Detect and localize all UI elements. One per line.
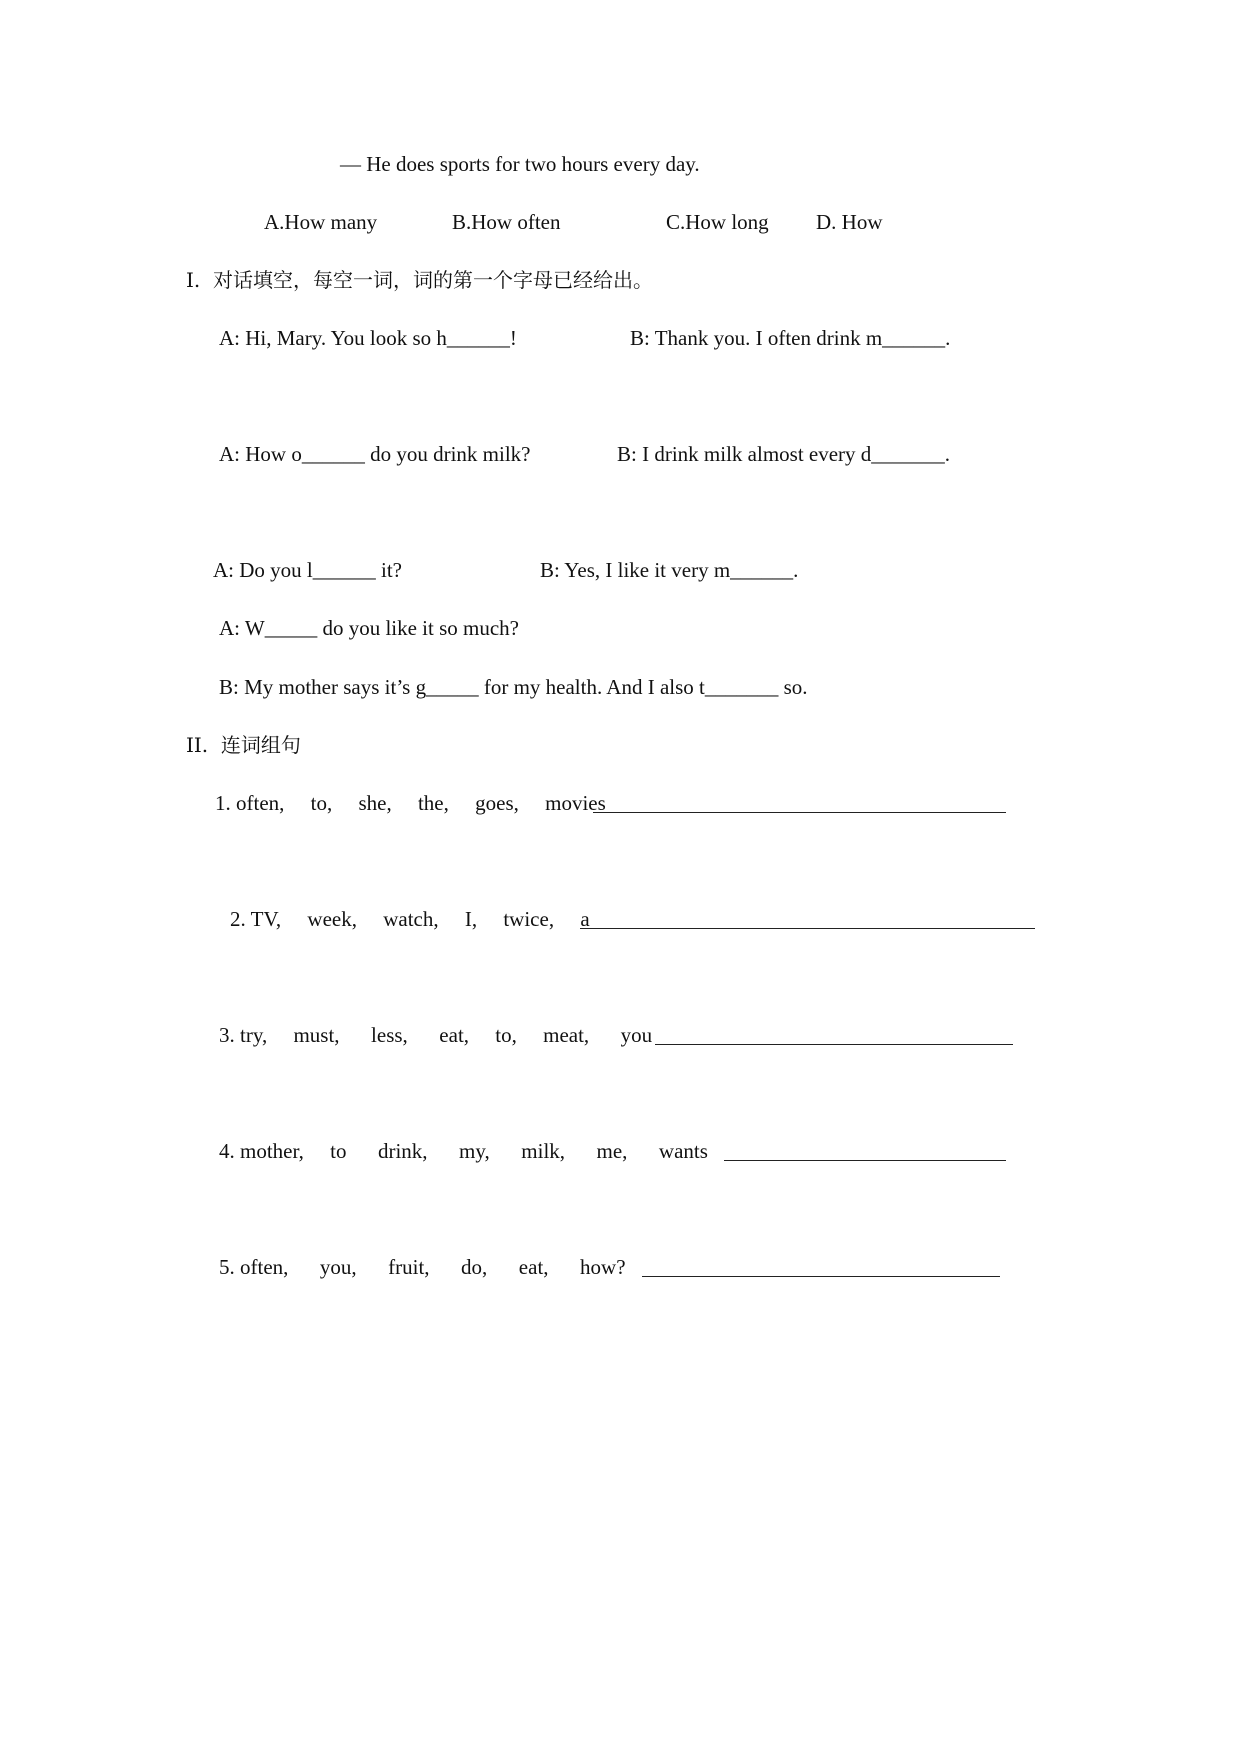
section-1-heading: I. 对话填空，每空一词，词的第一个字母已经给出。 <box>186 268 653 292</box>
reorder-item-3: 3. try, must, less, eat, to, meat, you <box>219 1023 653 1047</box>
reorder-item-2: 2. TV, week, watch, I, twice, a <box>230 907 590 931</box>
dialogue-line-7: A: W_____ do you like it so much? <box>219 616 519 640</box>
answer-line-3[interactable] <box>655 1044 1013 1045</box>
answer-line-4[interactable] <box>724 1160 1006 1161</box>
dialogue-line-1: A: Hi, Mary. You look so h______! <box>219 326 517 350</box>
section-2-heading: II. 连词组句 <box>186 733 301 757</box>
reorder-item-1: 1. often, to, she, the, goes, movies <box>215 791 606 815</box>
dialogue-line-3: A: How o______ do you drink milk? <box>219 442 531 466</box>
answer-statement: — He does sports for two hours every day. <box>340 152 700 176</box>
reorder-item-5: 5. often, you, fruit, do, eat, how? <box>219 1255 626 1279</box>
option-c: C.How long <box>666 210 769 234</box>
answer-line-5[interactable] <box>642 1276 1000 1277</box>
option-d: D. How <box>816 210 883 234</box>
dialogue-line-4: B: I drink milk almost every d_______. <box>617 442 951 466</box>
answer-line-1[interactable] <box>593 812 1006 813</box>
dialogue-line-2: B: Thank you. I often drink m______. <box>630 326 951 350</box>
option-a: A.How many <box>264 210 378 234</box>
reorder-item-4: 4. mother, to drink, my, milk, me, wants <box>219 1139 708 1163</box>
answer-line-2[interactable] <box>580 928 1035 929</box>
dialogue-line-6: B: Yes, I like it very m______. <box>540 558 799 582</box>
dialogue-line-5: A: Do you l______ it? <box>213 558 402 582</box>
dialogue-line-8: B: My mother says it’s g_____ for my health. And I also t_______ so. <box>219 675 808 699</box>
option-b: B.How often <box>452 210 561 234</box>
